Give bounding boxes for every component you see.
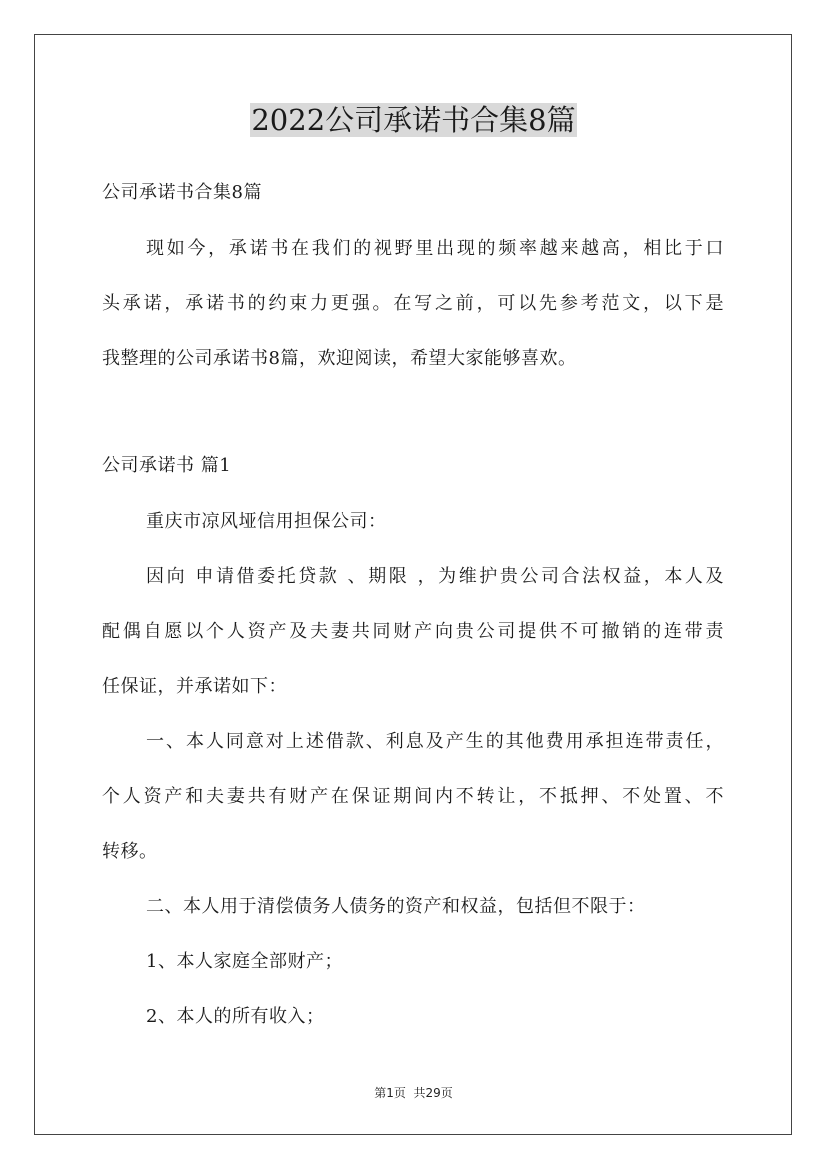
page-footer (0, 1085, 827, 1101)
intro-line-2: 头承诺，承诺书的约束力更强。在写之前，可以先参考范文，以下是 (102, 293, 724, 314)
para2-line-2: 个人资产和夫妻共有财产在保证期间内不转让，不抵押、不处置、不 (102, 786, 724, 807)
para3: 二、本人用于清偿债务人债务的资产和权益，包括但不限于： (146, 896, 646, 917)
section-heading: 公司承诺书 篇1 (102, 455, 232, 476)
document-title-text: 2022公司承诺书合集8篇 (251, 103, 576, 137)
addressee: 重庆市凉风垭信用担保公司： (146, 511, 387, 532)
para2-line-1: 一、本人同意对上述借款、利息及产生的其他费用承担连带责任， (146, 731, 724, 752)
intro-line-3: 我整理的公司承诺书8篇，欢迎阅读，希望大家能够喜欢。 (102, 348, 577, 369)
document-subtitle: 公司承诺书合集8篇 (102, 182, 262, 203)
para1-line-1: 因向 申请借委托贷款 、期限 ，为维护贵公司合法权益，本人及 (146, 566, 724, 587)
list-item-1: 1、本人家庭全部财产； (146, 951, 343, 972)
para1-line-2: 配偶自愿以个人资产及夫妻共同财产向贵公司提供不可撤销的连带责 (102, 621, 724, 642)
document-title (0, 100, 827, 140)
para2-line-3: 转移。 (102, 841, 158, 862)
para1-line-3: 任保证，并承诺如下： (102, 676, 287, 697)
list-item-2: 2、本人的所有收入； (146, 1006, 325, 1027)
intro-line-1: 现如今，承诺书在我们的视野里出现的频率越来越高，相比于口 (146, 238, 724, 259)
page-number: 第1页 共29页 (374, 1086, 453, 1100)
